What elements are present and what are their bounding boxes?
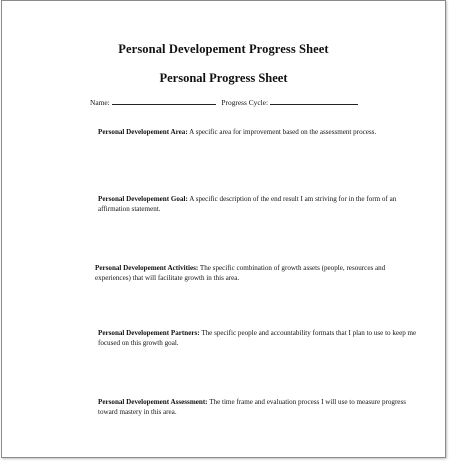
section-goal-label: Personal Developement Goal:	[98, 195, 188, 203]
name-label: Name:	[90, 98, 110, 107]
section-partners-label: Personal Developement Partners:	[98, 329, 200, 337]
page-title: Personal Developement Progress Sheet	[118, 42, 329, 56]
section-assessment	[98, 397, 418, 417]
section-area-text: A specific area for improvement based on the assessment process.	[187, 128, 377, 136]
progress-cycle-blank-line	[270, 97, 358, 105]
document-page	[1, 0, 446, 458]
section-activities	[95, 263, 417, 283]
section-partners-text: The specific people and accountability formats that I plan to use to keep me focused on this growth goal.	[98, 329, 417, 348]
section-goal-text: A specific description of the end result I am striving for in the form of an affirmation statement.	[98, 195, 397, 214]
header-fields	[90, 97, 358, 107]
section-assessment-text: The time frame and evaluation process I will use to measure progress toward mastery in this area.	[98, 398, 406, 417]
progress-cycle-label: Progress Cycle:	[221, 98, 269, 107]
section-activities-label: Personal Developement Activities:	[95, 264, 199, 272]
section-goal	[98, 194, 418, 214]
section-area	[98, 127, 418, 137]
page-subtitle: Personal Progress Sheet	[159, 71, 288, 85]
section-assessment-label: Personal Developement Assessment:	[98, 398, 208, 406]
section-partners	[98, 328, 418, 348]
name-blank-line	[112, 97, 216, 105]
section-area-label: Personal Developement Area:	[98, 128, 188, 136]
section-activities-text: The specific combination of growth assets (people, resources and experiences) that will facilitate growth in this area.	[95, 264, 386, 283]
